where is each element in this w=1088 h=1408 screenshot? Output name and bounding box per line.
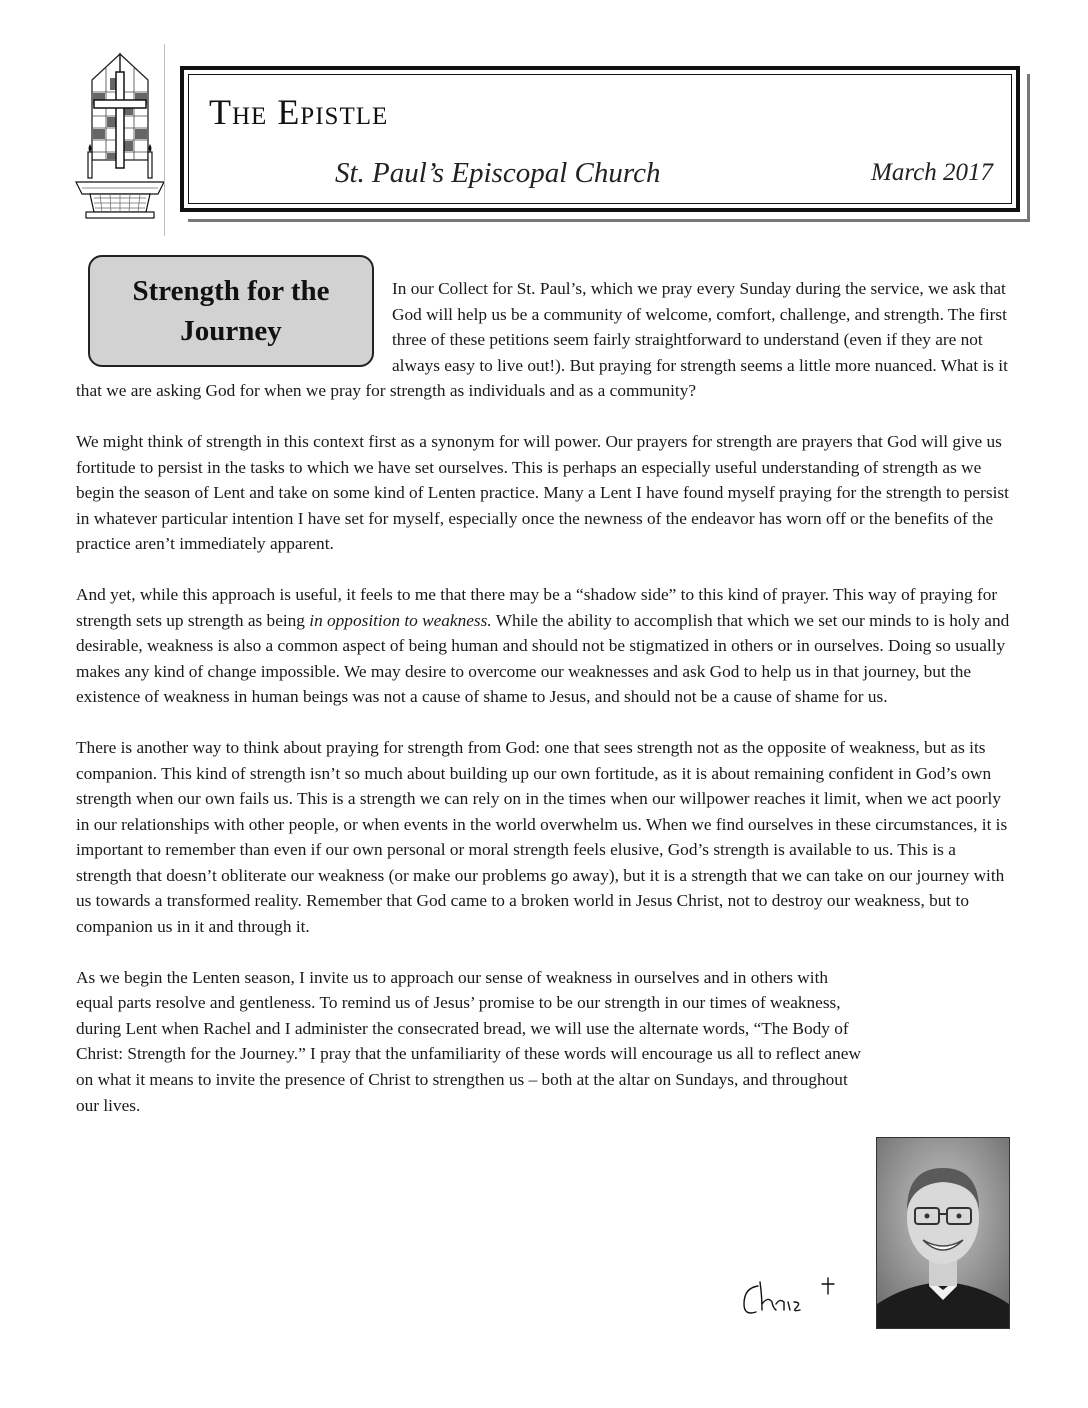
article-paragraph-5 (76, 965, 1010, 1119)
priest-portrait-photo (876, 1137, 1010, 1329)
article-paragraph-3 (76, 582, 1010, 710)
paragraph-3-emphasis: in opposition to weakness. (309, 610, 492, 630)
headline-line-1: Strength for the (132, 275, 330, 307)
article-body (76, 276, 1010, 1181)
paragraph-3-before: And yet, while this approach is useful, it feels to me that there may be a “shadow side” to this kind of prayer. This way of praying for strength sets up strength as being (76, 584, 998, 630)
article-paragraph-5-text: As we begin the Lenten season, I invite us to approach our sense of weakness in ourselves and in others with equal parts resolve and gentleness. To remind us of Jesus’ promise to be our strength in our times of weakness, during Lent when Rachel and I administer the consecrated bread, we will use the alternate words, “The Body of Christ: Strength for the Journey.” I pray that the unfamiliarity of these words will encourage us all to reflect anew on what it means to invite the presence of Christ to strengthen us – both at the altar on Sundays, and throughout our lives. (76, 967, 861, 1115)
church-window-altar-logo-icon (70, 48, 170, 234)
article-paragraph-1: In our Collect for St. Paul’s, which we pray every Sunday during the service, we ask that God will help us be a community of welcome, comfort, challenge, and strength. The first three of these petitions seem fairly straightforward to understand (even if they are not always easy to live out!). But praying for strength seems a little more nuanced. What is it that we are asking God for when we pray for strength as individuals and as a community? (76, 279, 1008, 401)
church-name: St. Paul’s Episcopal Church (335, 157, 661, 189)
headline-line-2: Journey (180, 315, 282, 347)
logo-divider (164, 44, 165, 236)
headline-wrap-spacer (76, 276, 392, 372)
article-paragraph-2: We might think of strength in this context first as a synonym for will power. Our prayers for strength are prayers that God will give us fortitude to persist in the tasks to which we have set ourselves. This is perhaps an especially useful understanding of strength as we begin the season of Lent and take on some kind of Lenten practice. Many a Lent I have found myself praying for the strength to persist in whatever particular intention I have set for myself, especially once the newness of the endeavor has worn off or the benefits of the practice aren’t immediately apparent. (76, 431, 1009, 554)
masthead-inner-border (188, 74, 1012, 204)
issue-date: March 2017 (871, 159, 993, 186)
masthead (180, 66, 1020, 212)
paragraph-3-after: While the ability to accomplish that which we set our minds to is holy and desirable, weakness is also a common aspect of being human and should not be stigmatized in others or in ourselves. Doing so usually makes any kind of change impossible. We may desire to overcome our weaknesses and ask God to help us in that journey, but the existence of weakness in human beings was not a cause of shame to Jesus, and should not be a cause of shame for us. (76, 610, 1010, 707)
newsletter-title-text: The Epistle (209, 92, 389, 132)
article-paragraph-4: There is another way to think about praying for strength from God: one that sees strength not as the opposite of weakness, but as its companion. This kind of strength isn’t so much about building up our own fortitude, as it is about remaining confident in God’s own strength when our own fails us. This is a strength we can rely on in the times when our willpower reaches it limit, when we act poorly in our relationships with other people, or when events in the world overwhelm us. When we find ourselves in these circumstances, it is important to remember than even if our own personal or moral strength feels elusive, God’s strength is available to us. This is a strength that doesn’t obliterate our weakness (or make our problems go away), but it is a strength that we can take on our journey with us towards a transformed reality. Remember that God came to a broken world in Jesus Christ, not to destroy our weakness, but to companion us in it and through it. (76, 737, 1008, 937)
newsletter-title (209, 91, 388, 133)
handwritten-signature-icon (736, 1272, 846, 1326)
